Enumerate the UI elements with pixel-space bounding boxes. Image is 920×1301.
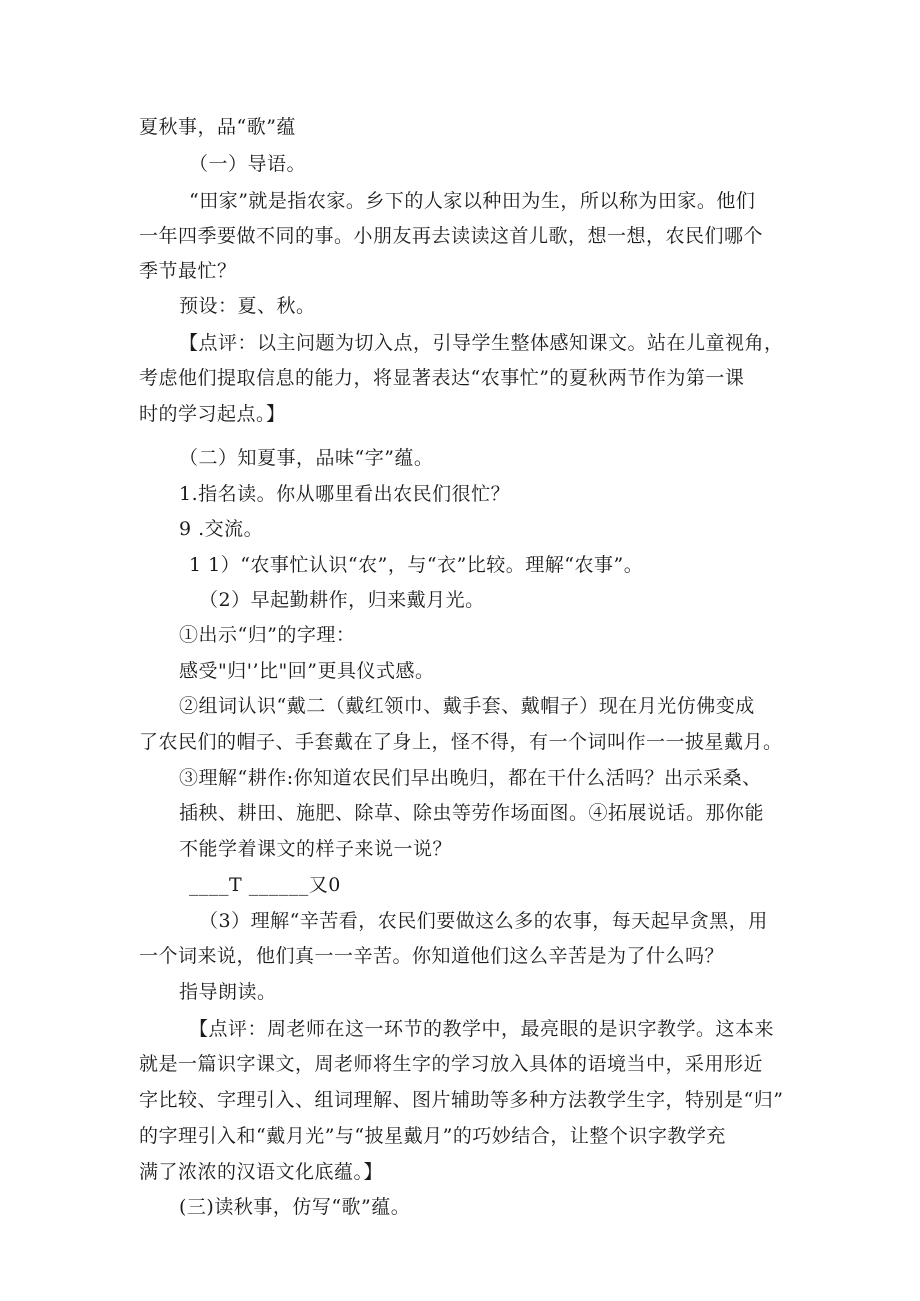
comment-line: 【点评：周老师在这一环节的教学中，最亮眼的是识字教学。这本来: [189, 1018, 775, 1040]
list-item: 9 .交流。: [179, 518, 264, 540]
paragraph-line: 一个词来说，他们真一一辛苦。你知道他们这么辛苦是为了什么吗？: [139, 945, 725, 967]
comment-line: 的字理引入和“戴月光”与“披星戴月”的巧妙结合，让整个识字教学充: [139, 1125, 726, 1147]
list-item: ②组词认识“戴二（戴红领巾、戴手套、戴帽子）现在月光仿佛变成: [179, 695, 755, 717]
paragraph-line: 感受"归'’比"回”更具仪式感。: [179, 660, 435, 682]
paragraph-line: “田家”就是指农家。乡下的人家以种田为生，所以称为田家。他们: [189, 190, 756, 212]
comment-line: 满了浓浓的汉语文化底蕴。】: [139, 1161, 384, 1183]
section-heading: 夏秋事，品“歌”蕴: [139, 116, 296, 138]
paragraph-line: 指导朗读。: [179, 981, 277, 1003]
list-item: ③理解“耕作:你知道农民们早出晚归，都在干什么活吗？出示采桑、: [179, 767, 762, 789]
comment-line: 字比较、字理引入、组词理解、图片辅助等多种方法教学生字，特别是“归”: [139, 1089, 784, 1111]
subsection-heading: （一）导语。: [189, 153, 307, 175]
list-item: （3）理解“辛苦看，农民们要做这么多的农事，每天起早贪黑，用: [199, 910, 768, 932]
subsection-heading: (三)读秋事，仿写“歌”蕴。: [179, 1196, 411, 1218]
fill-in-blank-line: ____T ______又0: [189, 874, 341, 896]
paragraph-line: 预设：夏、秋。: [179, 295, 316, 317]
paragraph-line: 不能学着课文的样子来说一说？: [179, 838, 453, 860]
comment-line: 考虑他们提取信息的能力，将显著表达“农事忙”的夏秋两节作为第一课: [139, 367, 745, 389]
comment-line: 时的学习起点。】: [139, 403, 286, 425]
comment-line: 【点评：以主问题为切入点，引导学生整体感知课文。站在儿童视角，: [179, 332, 784, 354]
list-item: ①出示“归”的字理：: [179, 624, 356, 646]
list-item: 1 1）“农事忙认识“农”，与“衣”比较。理解“农事”。: [189, 554, 644, 576]
paragraph-line: 了农民们的帽子、手套戴在了身上，怪不得，有一个词叫作一一披星戴月。: [139, 731, 783, 753]
paragraph-line: 季节最忙？: [139, 260, 237, 282]
paragraph-line: 插秧、耕田、施肥、除草、除虫等劳作场面图。④拓展说话。那你能: [179, 802, 765, 824]
list-item: （2）早起勤耕作，归来戴月光。: [199, 589, 485, 611]
comment-line: 就是一篇识字课文，周老师将生字的学习放入具体的语境当中，采用形近: [139, 1053, 764, 1075]
paragraph-line: 一年四季要做不同的事。小朋友再去读读这首儿歌，想一想，农民们哪个: [139, 225, 764, 247]
list-item: 1.指名读。你从哪里看出农民们很忙？: [179, 483, 511, 505]
subsection-heading: （二）知夏事，品味“字”蕴。: [179, 447, 434, 469]
